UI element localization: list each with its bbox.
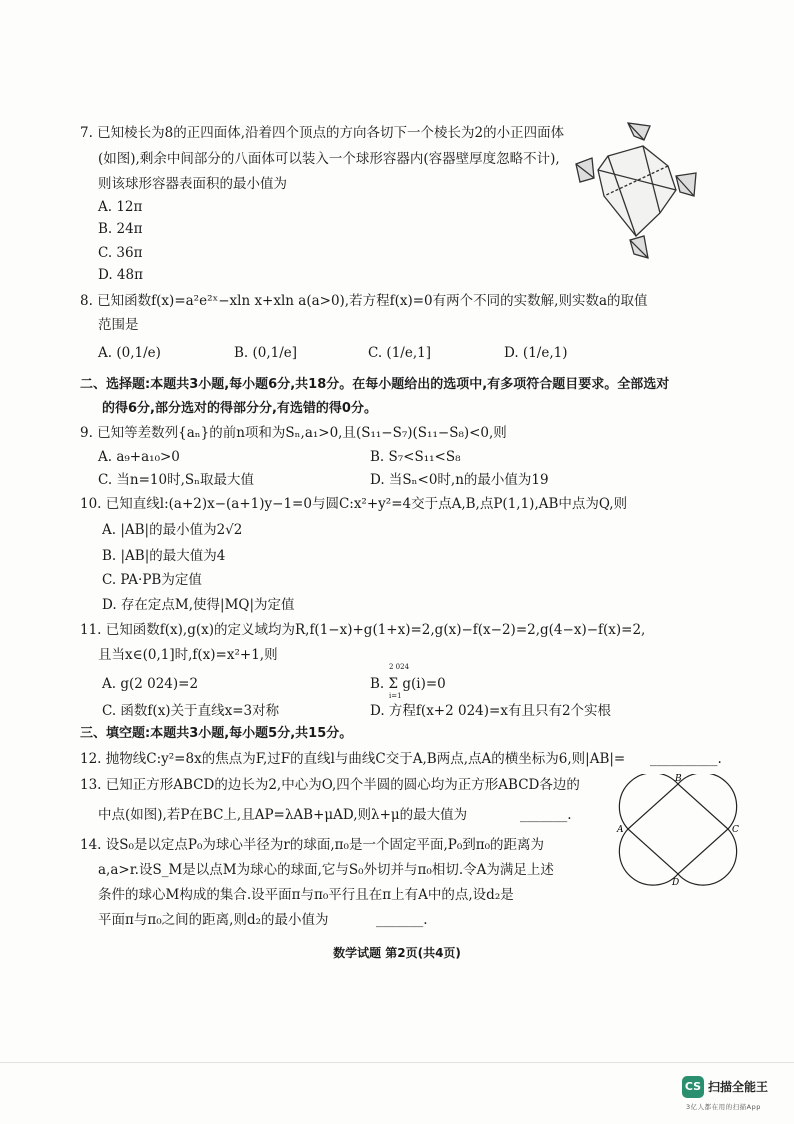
- q13-label-a: A: [617, 825, 624, 835]
- q10-option-c: C. PA·PB为定值: [102, 572, 202, 588]
- q13-line1: 13. 已知正方形ABCD的边长为2,中心为O,四个半圆的圆心均为正方形ABCD各边的: [80, 777, 580, 793]
- q11-line1: 11. 已知函数f(x),g(x)的定义域均为R,f(1−x)+g(1+x)=2,g(x)−f(x−2)=2,g(4−x)−f(x)=2,: [80, 622, 646, 638]
- q9-line1: 9. 已知等差数列{aₙ}的前n项和为Sₙ,a₁>0,且(S₁₁−S₇)(S₁₁−S₈)<0,则: [80, 425, 507, 441]
- q11-option-d: D. 方程f(x+2 024)=x有且只有2个实根: [370, 703, 612, 719]
- q8-option-d: D. (1/e,1): [504, 345, 568, 361]
- q7-line1: 7. 已知棱长为8的正四面体,沿着四个顶点的方向各切下一个棱长为2的小正四面体: [80, 125, 565, 141]
- q12-answer-blank: __________.: [650, 751, 722, 767]
- q10-option-b: B. |AB|的最大值为4: [102, 548, 226, 564]
- q7-figure-octahedron: [568, 118, 708, 268]
- q10-line1: 10. 已知直线l:(a+2)x−(a+1)y−1=0与圆C:x²+y²=4交于点A,B,点P(1,1),AB中点为Q,则: [80, 496, 628, 512]
- q10-option-a: A. |AB|的最小值为2√2: [102, 522, 243, 538]
- q8-option-b: B. (0,1/e]: [234, 345, 298, 361]
- q8-option-a: A. (0,1/e): [98, 345, 161, 361]
- q8-line2: 范围是: [98, 317, 139, 333]
- q11-option-a: A. g(2 024)=2: [102, 676, 199, 692]
- q13-label-b: B: [675, 774, 682, 784]
- section2-line2: 的得6分,部分选对的得部分分,有选错的得0分。: [102, 401, 377, 416]
- q13-line2: 中点(如图),若P在BC上,且AP=λAB+μAD,则λ+μ的最大值为: [98, 807, 468, 823]
- q14-line2: a,a>r.设S_M是以点M为球心的球面,它与S₀外切并与π₀相切.令A为满足上述: [98, 862, 554, 878]
- section3-heading: 三、填空题:本题共3小题,每小题5分,共15分。: [80, 726, 353, 741]
- q11-sum-lower: i=1: [389, 692, 402, 700]
- q9-option-d: D. 当Sₙ<0时,n的最小值为19: [370, 472, 549, 488]
- q11-option-b: B. Σ g(i)=0: [370, 676, 446, 692]
- camscanner-name: 扫描全能王: [708, 1080, 769, 1094]
- q8-option-c: C. (1/e,1]: [368, 345, 431, 361]
- q14-answer-blank: _______.: [376, 912, 428, 928]
- camscanner-logo: CS: [682, 1076, 704, 1098]
- q7-line3: 则该球形容器表面积的最小值为: [98, 176, 287, 192]
- page-footer: 数学试题 第2页(共4页): [333, 946, 461, 960]
- page-fold-line: [0, 1062, 794, 1063]
- section2-heading: 二、选择题:本题共3小题,每小题6分,共18分。在每小题给出的选项中,有多项符合题目要求。全部选对: [80, 377, 670, 392]
- q14-line1: 14. 设S₀是以定点P₀为球心半径为r的球面,π₀是一个固定平面,P₀到π₀的距离为: [80, 837, 545, 853]
- q9-option-b: B. S₇<S₁₁<S₈: [370, 449, 461, 465]
- camscanner-slogan: 3亿人都在用的扫描App: [686, 1103, 761, 1111]
- q12-line1: 12. 抛物线C:y²=8x的焦点为F,过F的直线l与曲线C交于A,B两点,点A的横坐标为6,则|AB|=: [80, 751, 626, 767]
- q10-option-d: D. 存在定点M,使得|MQ|为定值: [102, 597, 295, 613]
- q13-figure-semicircles: [612, 774, 748, 894]
- q11-sum-upper: 2 024: [389, 663, 410, 671]
- q13-label-c: C: [732, 825, 739, 835]
- q8-line1: 8. 已知函数f(x)=a²e²ˣ−xln x+xln a(a>0),若方程f(x)=0有两个不同的实数解,则实数a的取值: [80, 293, 648, 309]
- q13-answer-blank: _______.: [520, 807, 572, 823]
- q7-option-b: B. 24π: [98, 221, 143, 237]
- q11-option-c: C. 函数f(x)关于直线x=3对称: [102, 703, 280, 719]
- q7-line2: (如图),剩余中间部分的八面体可以装入一个球形容器内(容器壁厚度忽略不计),: [98, 151, 560, 167]
- q9-option-c: C. 当n=10时,Sₙ取最大值: [98, 472, 254, 488]
- q13-label-d: D: [672, 878, 680, 888]
- q7-option-a: A. 12π: [98, 199, 143, 215]
- q14-line4: 平面π与π₀之间的距离,则d₂的最小值为: [98, 912, 329, 928]
- q7-option-d: D. 48π: [98, 267, 143, 283]
- q9-option-a: A. a₉+a₁₀>0: [98, 449, 180, 465]
- q7-option-c: C. 36π: [98, 245, 143, 261]
- q14-line3: 条件的球心M构成的集合.设平面π与π₀平行且在π上有A中的点,设d₂是: [98, 887, 514, 903]
- q11-line2: 且当x∈(0,1]时,f(x)=x²+1,则: [98, 647, 278, 663]
